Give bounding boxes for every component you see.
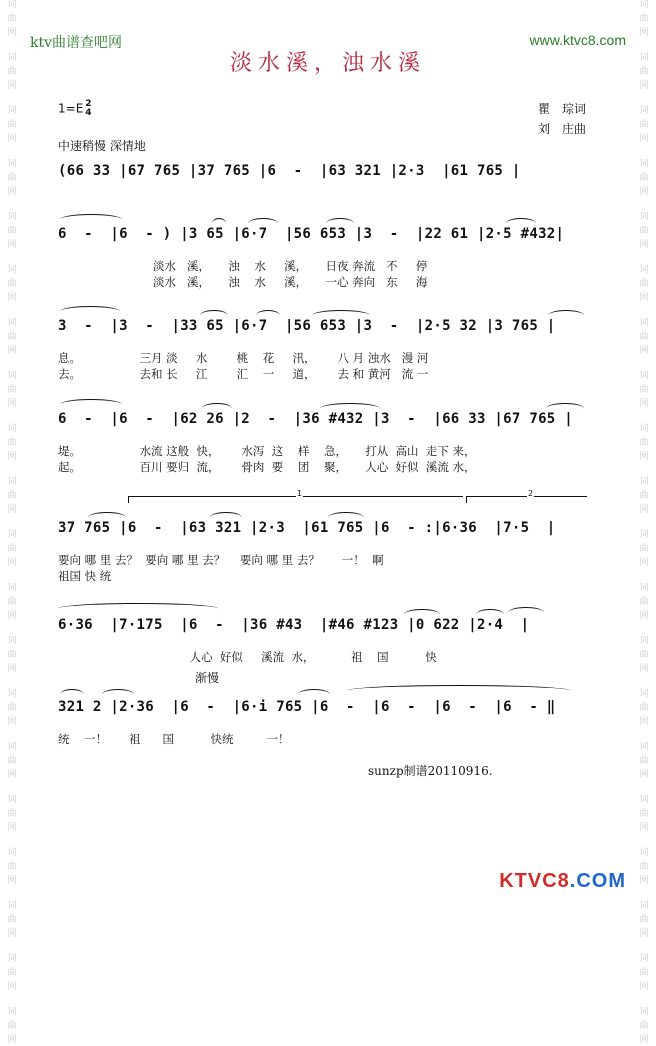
lyrics-verse-2: 去。 去和 长 江 汇 一 道， 去 和 黄河 流 一 — [58, 367, 429, 381]
site-url[interactable]: www.ktvc8.com — [529, 32, 626, 48]
tie-arc — [60, 306, 120, 317]
tie-arc — [60, 399, 122, 410]
watermark-right: 词 曲 网 词 曲 网 词 曲 网 词 曲 网 词 曲 网 词 曲 网 词 曲 网 词 曲 网 词 曲 网 词 曲 网 词 曲 网 词 曲 网 词 曲 网 词 曲 网 词 曲 网 词 曲 网 词 曲 网 词 曲 网 词 曲 网 词 曲 网 — [639, 0, 649, 1045]
notes-line: 6·36 |7·175 |6 - |36 #43 |#46 #123 |0 622 |2·4 | — [58, 617, 530, 633]
watermark-left: 词 曲 网 词 曲 网 词 曲 网 词 曲 网 词 曲 网 词 曲 网 词 曲 网 词 曲 网 词 曲 网 词 曲 网 词 曲 网 词 曲 网 词 曲 网 词 曲 网 词 曲 网 词 曲 网 词 曲 网 词 曲 网 词 曲 网 词 曲 网 — [7, 0, 17, 1045]
transcriber-signature: sunzp制谱20110916. — [368, 764, 493, 778]
song-title: 淡水溪，浊水溪 — [229, 51, 426, 76]
tie-arc — [348, 685, 570, 696]
second-ending-bracket: 2 — [466, 496, 587, 503]
notes-line: 321 2 |2·36 |6 - |6·i 765 |6 - |6 - |6 - |6 - ‖ — [58, 699, 556, 715]
lyrics-verse-1: 淡水 溪， 浊 水 溪， 日夜 奔流 不 停 — [58, 259, 428, 273]
lyrics-verse-2: 淡水 溪， 浊 水 溪， 一心 奔向 东 海 — [58, 275, 428, 289]
tempo-marking: 中速稍慢 深情地 — [58, 139, 146, 153]
lyrics-verse-2: 祖国 快 统 — [58, 569, 112, 583]
key-signature — [58, 100, 92, 118]
notes-line: 6 - |6 - ) |3 65 |6·7 |56 653 |3 - |22 61 |2·5 #432| — [58, 226, 565, 242]
tie-arc — [60, 214, 122, 225]
lyrics-verse-1: 要向 哪 里 去？ 要向 哪 里 去？ 要向 哪 里 去？ 一！ 啊 — [58, 553, 384, 567]
first-ending-bracket: 1 — [128, 496, 463, 503]
notes-line: (66 33 |67 765 |37 765 |6 - |63 321 |2·3 |61 765 | — [58, 163, 521, 179]
tie-arc — [58, 603, 218, 614]
lyrics-verse-1: 人心 好似 溪流 水， 祖 国 快 — [58, 650, 437, 664]
site-logo[interactable]: KTVC8.COM — [499, 870, 626, 892]
lyrics-verse-1: 堤。 水流 这般 快， 水泻 这 样 急， 打从 高山 走下 来， — [58, 444, 476, 458]
time-signature: 2 4 — [85, 99, 92, 118]
site-name[interactable]: ktv曲谱查吧网 — [30, 35, 123, 51]
composer-credit: 刘 庄曲 — [537, 122, 586, 136]
lyrics-verse-1: 统 一！ 祖 国 快统 一！ — [58, 732, 290, 746]
notes-line: 3 - |3 - |33 65 |6·7 |56 653 |3 - |2·5 32 |3 765 | — [58, 318, 556, 334]
notes-line: 37 765 |6 - |63 321 |2·3 |61 765 |6 - :|6·36 |7·5 | — [58, 520, 556, 536]
key-label: 1=E — [58, 101, 84, 116]
lyrics-verse-1: 息。 三月 淡 水 桃 花 汛， 八 月 浊水 漫 河 — [58, 351, 429, 365]
ritardando-marking: 渐慢 — [195, 671, 220, 685]
lyrics-verse-2: 起。 百川 要归 流， 骨肉 要 团 聚， 人心 好似 溪流 水， — [58, 460, 476, 474]
notes-line: 6 - |6 - |62 26 |2 - |36 #432 |3 - |66 33 |67 765 | — [58, 411, 573, 427]
lyricist-credit: 瞿 琮词 — [537, 102, 586, 116]
